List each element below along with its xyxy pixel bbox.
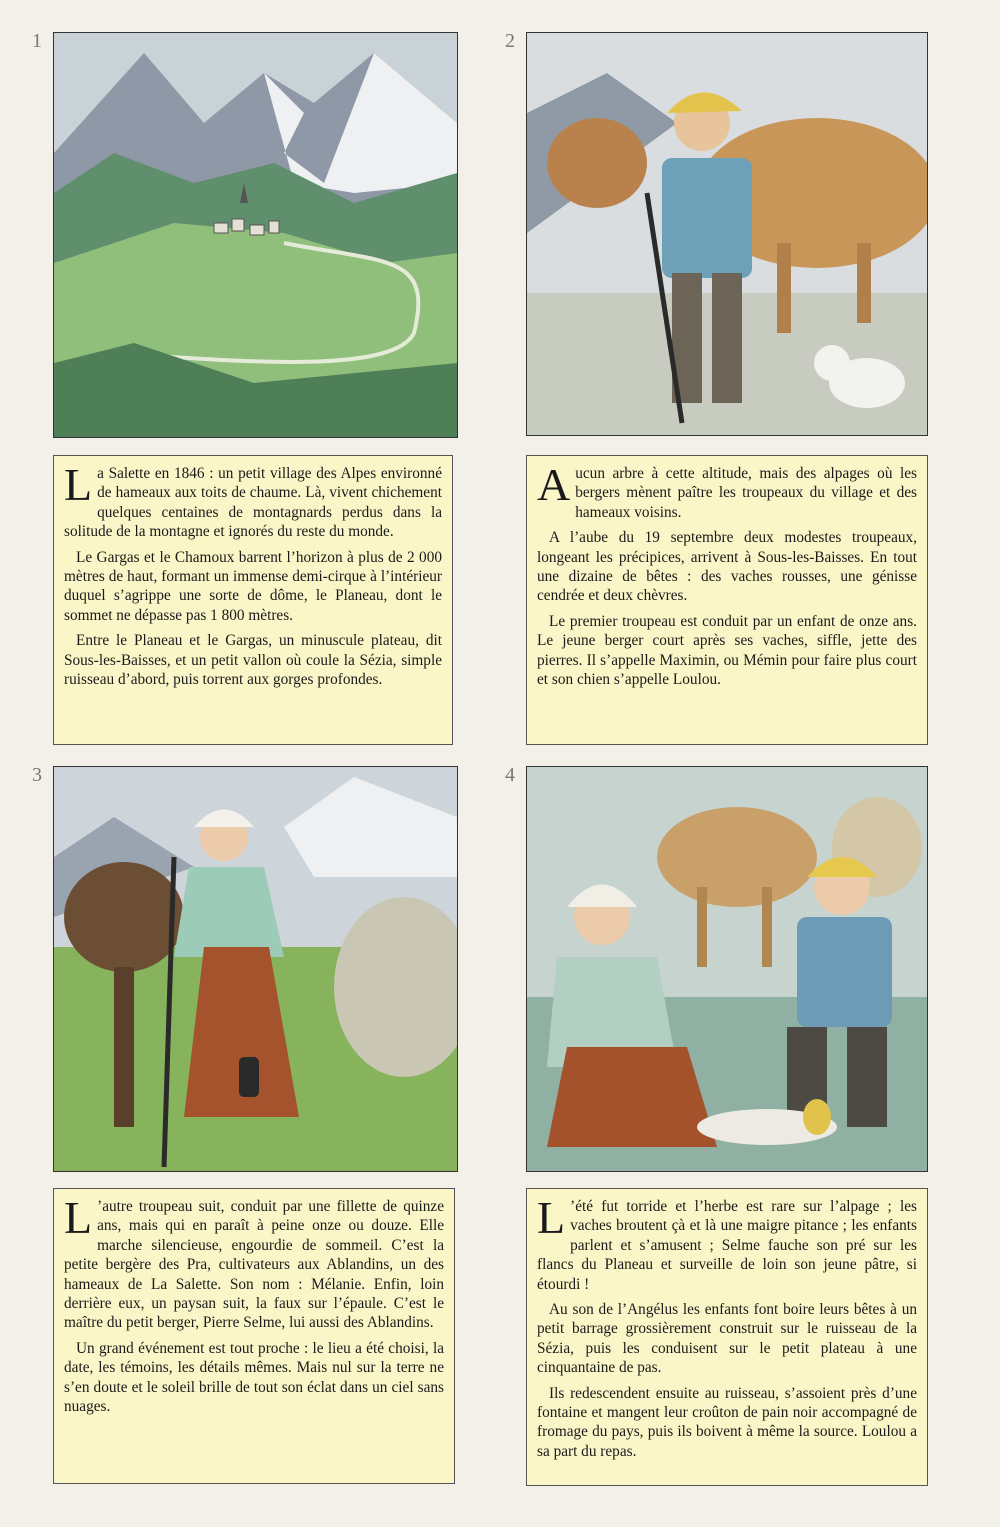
text-block-2 bbox=[526, 455, 928, 745]
drop-cap: L bbox=[537, 1192, 566, 1243]
text-paragraph: Un grand événement est tout proche : le lieu a été choisi, la date, les témoins, les détails mêmes. Mais nul sur la terre ne s’en doute et le soleil brille de tout son éclat dans un ciel sans nuages. bbox=[64, 1339, 444, 1416]
illustration-panel-1 bbox=[53, 32, 458, 438]
text-lead: a Salette en 1846 : un petit village des Alpes environné de hameaux aux toits de chaume. Là, vivent chichement quelques centaines de montagnards perdus dans la solitude de la montagne et ignorés du reste du monde. bbox=[64, 465, 442, 541]
panel-number-4: 4 bbox=[505, 764, 515, 786]
text-lead: ’été fut torride et l’herbe est rare sur l’alpage ; les vaches broutent çà et là une maigre pitance ; les enfants parlent et s’amusent ; Selme fauche son pré sur les flancs du Planeau et surveille de loin son jeune pâtre, si étourdi ! bbox=[537, 1198, 917, 1293]
panel-number-3: 3 bbox=[32, 764, 42, 786]
drop-cap: L bbox=[64, 1192, 93, 1243]
text-paragraph: Ils redescendent ensuite au ruisseau, s’assoient près d’une fontaine et mangent leur croûton de pain noir accompagné de fromage du pays, puis ils boivent à même la source. Loulou a sa part du repas. bbox=[537, 1384, 917, 1460]
drop-cap: A bbox=[537, 459, 571, 510]
illustration-panel-2 bbox=[526, 32, 928, 436]
illustration-panel-3 bbox=[53, 766, 458, 1172]
mountain-village-icon bbox=[54, 33, 457, 437]
text-paragraph: Le Gargas et le Chamoux barrent l’horizon à plus de 2 000 mètres de haut, formant un immense demi-cirque à l’intérieur duquel s’agrippe une sorte de dôme, le Planeau, dont le sommet ne dépasse pas 1 800 mètres. bbox=[64, 548, 442, 624]
drop-cap: L bbox=[64, 459, 93, 510]
illustration-panel-4 bbox=[526, 766, 928, 1172]
text-paragraph: Au son de l’Angélus les enfants font boire leurs bêtes à un petit barrage grossièrement construit sur le ruisseau de la Sézia, puis les conduisent sur le petit plateau à une cinquantaine de pas. bbox=[537, 1301, 917, 1377]
children-meal-icon bbox=[527, 767, 927, 1171]
shepherd-girl-cows-icon bbox=[54, 767, 457, 1171]
text-lead: ucun arbre à cette altitude, mais des alpages où les bergers mènent paître les troupeaux du village et des hameaux voisins. bbox=[575, 465, 917, 521]
panel-number-2: 2 bbox=[505, 30, 515, 52]
shepherd-boy-cows-icon bbox=[527, 33, 927, 435]
text-paragraph: A l’aube du 19 septembre deux modestes troupeaux, longeant les précipices, arrivent à Sous-les-Baisses. En tout une dizaine de bêtes : des vaches rousses, une génisse cendrée et deux chèvres. bbox=[537, 529, 917, 605]
text-paragraph: Le premier troupeau est conduit par un enfant de onze ans. Le jeune berger court après ses vaches, siffle, jette des pierres. Il s’appelle Maximin, ou Mémin pour faire plus court et son chien s’appelle Loulou. bbox=[537, 612, 917, 689]
panel-number-1: 1 bbox=[32, 30, 42, 52]
text-block-4 bbox=[526, 1188, 928, 1486]
text-paragraph: Entre le Planeau et le Gargas, un minuscule plateau, dit Sous-les-Baisses, et un petit vallon où coule la Sézia, simple ruisseau d’abord, puis torrent aux gorges profondes. bbox=[64, 632, 442, 689]
text-block-3 bbox=[53, 1188, 455, 1484]
text-block-1 bbox=[53, 455, 453, 745]
text-lead: ’autre troupeau suit, conduit par une fillette de quinze ans, mais qui en paraît à peine onze ou douze. Elle marche silencieuse, engourdie de sommeil. C’est la petite bergère des Pra, cultivateurs aux Ablandins, un des hameaux de La Salette. Son nom : Mélanie. Enfin, loin derrière eux, un paysan suit, la faux sur l’épaule. C’est le maître du petit berger, Pierre Selme, lui aussi des Ablandins. bbox=[64, 1198, 444, 1332]
